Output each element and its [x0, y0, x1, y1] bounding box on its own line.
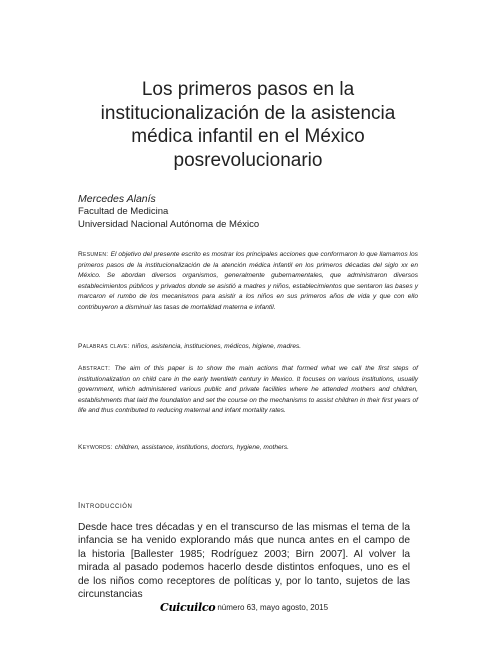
keywords-text: children, assistance, institutions, doctors, hygiene, mothers. [114, 444, 289, 451]
resumen-label: Resumen: [78, 251, 111, 258]
resumen-block [78, 250, 418, 313]
palabras-clave-label: Palabras clave: [78, 343, 132, 350]
author-name: Mercedes Alanís [78, 193, 156, 205]
abstract-block [78, 364, 418, 417]
author-block [78, 193, 259, 231]
abstract-text: The aim of this paper is to show the main actions that formed what we call the first steps of institutionalization on child care in the early twentieth century in Mexico. It focuses on various institutions, usually government, which administered various public and private facilities where he attended mothers and children, establishments that laid the foundation and set the course on the mechanisms to assist children in their first years of life and thus contributed to reducing maternal and infant mortality rates. [78, 365, 418, 414]
article-title: Los primeros pasos en la institucionalización de la asistencia médica infantil en el México posrevolucionario [100, 79, 396, 171]
keywords-block [78, 443, 418, 454]
issue-info: número 63, mayo agosto, 2015 [217, 603, 329, 612]
journal-logo: Cuicuilco [160, 601, 216, 614]
abstract-label: Abstract: [78, 365, 115, 372]
palabras-clave-text: niños, asistencia, instituciones, médicos, higiene, madres. [131, 343, 302, 350]
introduccion-paragraph: Desde hace tres décadas y en el transcurso de las mismas el tema de la infancia se ha venido explorando más que nunca antes en el campo de la historia [Ballester 1985; Rodríguez 2003; Birn 2007]. Al volver la mirada al pasado podemos hacerlo desde distintos enfoques, uno es el de los niños como receptores de políticas y, por lo tanto, sujetos de las circunstancias [78, 522, 410, 601]
section-heading-introduccion: Introducción [78, 501, 133, 510]
palabras-clave-block [78, 342, 418, 353]
keywords-label: Keywords: [78, 444, 115, 451]
resumen-text: El objetivo del presente escrito es mostrar los principales acciones que conformaron lo que llamamos los primeros pasos de la institucionalización de la atención médica infantil en los primeros décadas del siglo xx en México. Se abordan diversos organismos, generalmente gubernamentales, que administraron diversos establecimientos públicos y privados donde se asistió a madres y niños, establecimientos que sentaron las bases y marcaron el rumbo de los mecanismos para asistir a los niños en sus primeros años de vida y que con ello contribuyeron a disminuir las tasas de mortalidad materna e infantil. [78, 251, 418, 311]
author-affiliation-faculty: Facultad de Medicina [78, 206, 169, 217]
author-affiliation-university: Universidad Nacional Autónoma de México [78, 218, 260, 230]
page-footer [160, 601, 328, 614]
